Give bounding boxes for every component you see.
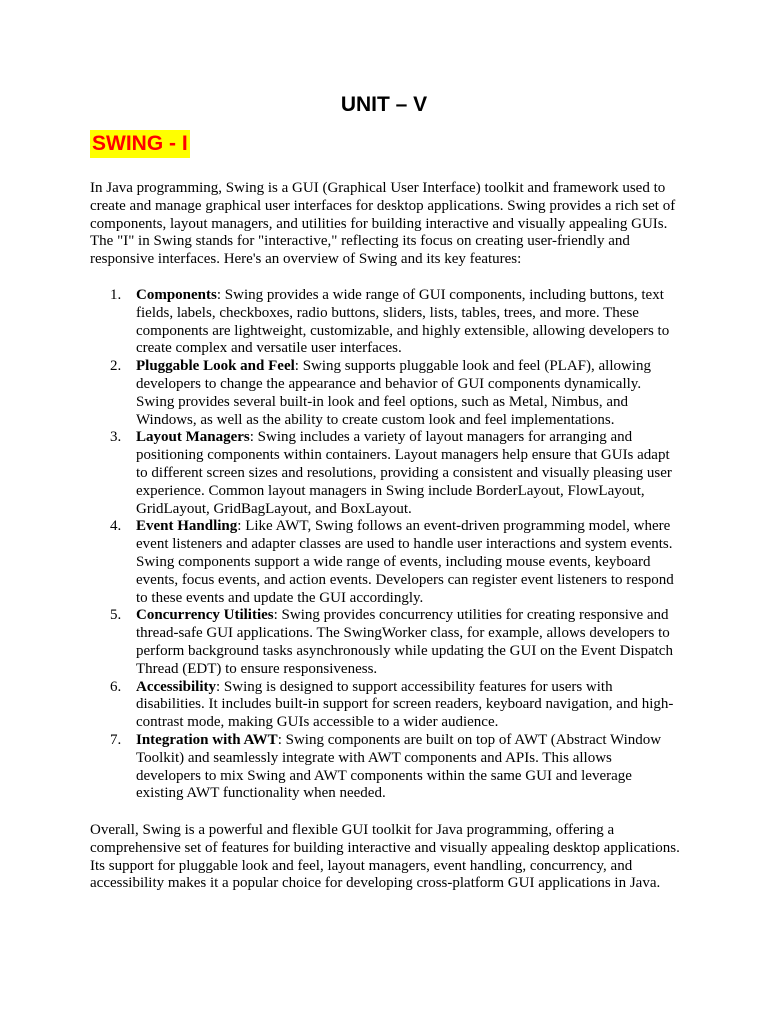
feature-number: 6. [110,678,122,695]
intro-paragraph: In Java programming, Swing is a GUI (Graphical User Interface) toolkit and framework used to create and manage graphical user interfaces for desktop applications. Swing provides a rich set of components, layout managers, and utilities for building interactive and visually appealing GUIs. The "I" in Swing stands for "interactive," reflecting its focus on creating user-friendly and responsive interfaces. Here's an overview of Swing and its key features: [90,180,676,268]
feature-item-pluggable-look-and-feel [90,358,680,429]
section-title: SWING - I [90,130,190,158]
feature-item-integration-with-awt [90,732,680,803]
feature-number: 3. [110,429,122,446]
feature-description: : Swing provides concurrency utilities for creating responsive and thread-safe GUI applications. The SwingWorker class, for example, allows developers to perform background tasks asynchronously while updating the GUI on the Event Dispatch Thread (EDT) to ensure responsiveness. [136,607,673,677]
feature-description: : Swing supports pluggable look and feel (PLAF), allowing developers to change the appearance and behavior of GUI components dynamically. Swing provides several built-in look and feel options, such as Metal, Nimbus, and Windows, as well as the ability to create custom look and feel implementations. [136,358,651,428]
feature-description: : Swing provides a wide range of GUI components, including buttons, text fields, labels, checkboxes, radio buttons, sliders, lists, tables, trees, and more. These components are lightweight, customizable, and highly extensible, allowing developers to create complex and versatile user interfaces. [136,287,670,357]
feature-description: : Like AWT, Swing follows an event-driven programming model, where event listeners and adapter classes are used to handle user interactions and system events. Swing components support a wide range of events, including mouse events, keyboard events, focus events, and action events. Developers can register event listeners to respond to these events and update the GUI accordingly. [136,518,674,606]
feature-name: Layout Managers [136,429,250,446]
feature-item-concurrency-utilities [90,607,680,678]
feature-number: 4. [110,518,122,535]
feature-number: 1. [110,287,122,303]
feature-number: 7. [110,731,122,748]
feature-item-accessibility [90,679,680,732]
unit-title: UNIT – V [340,93,428,116]
feature-description: : Swing components are built on top of AWT (Abstract Window Toolkit) and seamlessly integrate with AWT components and APIs. This allows developers to mix Swing and AWT components within the same GUI and leverage existing AWT functionality when needed. [136,731,662,802]
feature-list [90,287,680,803]
feature-description: : Swing includes a variety of layout managers for arranging and positioning components within containers. Layout managers help ensure that GUIs adapt to different screen sizes and resolutions, providing a consistent and visually pleasing user experience. Common layout managers in Swing include BorderLayout, FlowLayout, GridLayout, GridBagLayout, and BoxLayout. [136,429,672,517]
feature-name: Accessibility [136,678,216,695]
feature-name: Components [136,287,217,303]
feature-name: Pluggable Look and Feel [136,358,295,375]
feature-description: : Swing is designed to support accessibility features for users with disabilities. It includes built-in support for screen readers, keyboard navigation, and high-contrast mode, making GUIs accessible to a wider audience. [136,678,674,731]
feature-name: Concurrency Utilities [136,607,274,624]
feature-item-components [90,287,680,358]
feature-name: Integration with AWT [136,731,278,748]
feature-number: 2. [110,358,122,375]
feature-item-layout-managers [90,429,680,518]
feature-number: 5. [110,607,122,624]
outro-paragraph: Overall, Swing is a powerful and flexible GUI toolkit for Java programming, offering a comprehensive set of features for building interactive and visually appealing desktop applications. Its support for pluggable look and feel, layout managers, event handling, concurrency, and accessibility makes it a popular choice for developing cross-platform GUI applications in Java. [90,822,680,892]
feature-name: Event Handling [136,518,238,535]
feature-item-event-handling [90,518,680,607]
